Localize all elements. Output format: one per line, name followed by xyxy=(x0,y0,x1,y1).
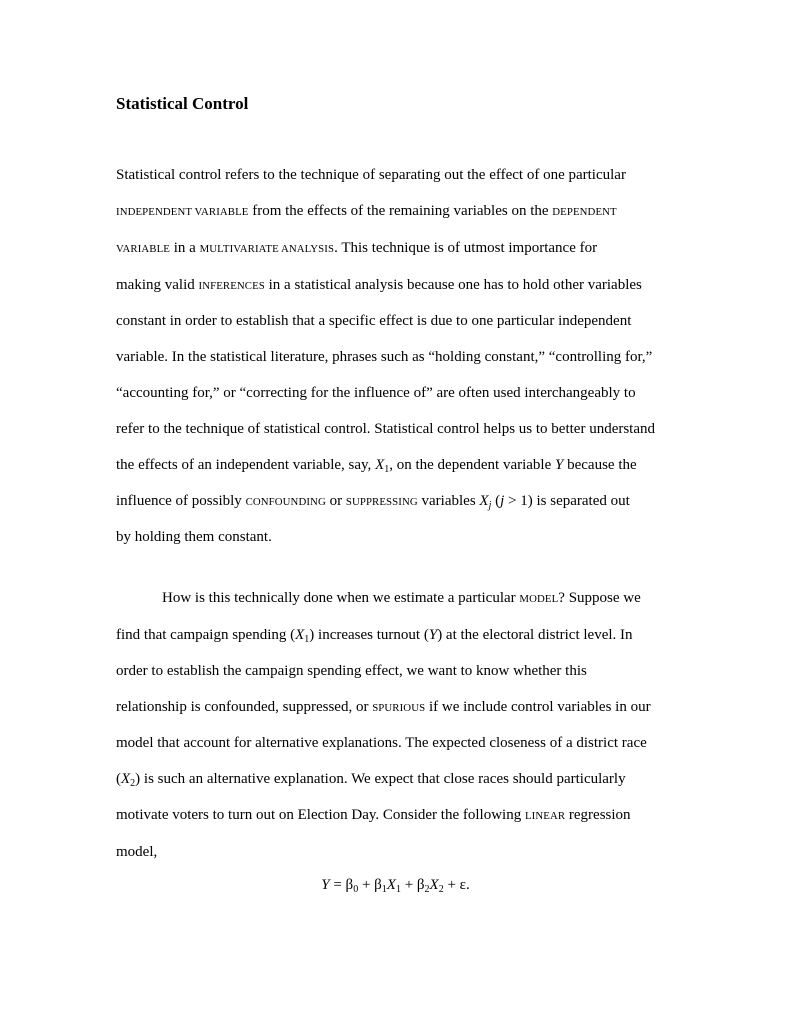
math-subscript: 1 xyxy=(395,884,401,895)
math-variable: X xyxy=(429,877,439,893)
math-subscript: 1 xyxy=(384,463,390,475)
text-span: How is this technically done when we estimate a particular xyxy=(162,590,520,606)
small-caps-term: CONFOUNDING xyxy=(245,495,326,508)
section-title: Statistical Control xyxy=(116,94,249,113)
math-variable: X xyxy=(479,492,489,509)
text-span: . This technique is of utmost importance for xyxy=(334,239,598,256)
math-operator: + ε. xyxy=(443,877,470,893)
math-subscript: 0 xyxy=(353,884,359,895)
small-caps-term: MULTIVARIATE ANALYSIS xyxy=(199,242,335,255)
math-variable: j xyxy=(500,492,505,509)
text-line xyxy=(116,231,676,268)
text-span: because the xyxy=(563,456,637,473)
math-subscript: 2 xyxy=(438,884,444,895)
text-line xyxy=(116,268,676,305)
text-span: or xyxy=(325,492,346,509)
text-span: making valid xyxy=(116,276,199,293)
text-span: if we include control variables in our xyxy=(425,698,651,715)
text-span: find that campaign spending ( xyxy=(116,626,296,643)
text-line: model that account for alternative explanations. The expected closeness of a district race xyxy=(116,735,647,752)
text-span: regression xyxy=(565,807,631,824)
text-line xyxy=(116,194,676,231)
text-span: ) is such an alternative explanation. We expect that close races should particularly xyxy=(135,771,626,788)
math-subscript: 2 xyxy=(424,884,430,895)
math-variable: X xyxy=(295,626,305,643)
regression-equation xyxy=(0,868,791,903)
math-variable: Y xyxy=(555,456,564,473)
text-line xyxy=(116,762,676,798)
text-span: influence of possibly xyxy=(116,492,246,509)
paragraph-1 xyxy=(116,158,676,556)
text-line xyxy=(116,581,676,618)
text-line xyxy=(116,798,676,835)
small-caps-term: INDEPENDENT VARIABLE xyxy=(116,205,249,218)
math-variable: Y xyxy=(428,626,438,643)
paragraph-2 xyxy=(116,581,676,871)
math-subscript: 1 xyxy=(381,884,387,895)
text-span: ( xyxy=(116,771,121,788)
text-span: from the effects of the remaining variables on the xyxy=(248,202,553,219)
small-caps-term: MODEL xyxy=(519,593,559,605)
text-span: variables xyxy=(417,492,480,509)
math-subscript: 2 xyxy=(130,778,136,790)
text-line: order to establish the campaign spending effect, we want to know whether this xyxy=(116,662,587,679)
text-line: by holding them constant. xyxy=(116,529,272,546)
text-line xyxy=(116,448,676,484)
small-caps-term: DEPENDENT xyxy=(552,205,617,218)
math-subscript: j xyxy=(488,499,492,511)
text-line: model, xyxy=(116,843,158,860)
math-subscript: 1 xyxy=(304,633,310,645)
text-span: ) at the electoral district level. In xyxy=(437,626,633,643)
small-caps-term: SUPPRESSING xyxy=(345,495,418,508)
text-line: variable. In the statistical literature, phrases such as “holding constant,” “controlling for,” xyxy=(116,349,653,366)
math-variable: X xyxy=(386,877,396,893)
text-line: Statistical control refers to the technique of separating out the effect of one particular xyxy=(116,167,626,183)
math-operator: + β xyxy=(358,877,382,893)
small-caps-term: LINEAR xyxy=(524,810,566,823)
text-span: ( xyxy=(491,492,501,509)
small-caps-term: SPURIOUS xyxy=(372,701,426,714)
text-line: constant in order to establish that a specific effect is due to one particular independent xyxy=(116,313,632,330)
math-operator: + β xyxy=(400,877,425,893)
math-variable: X xyxy=(121,771,131,788)
math-operator: = β xyxy=(329,877,354,893)
text-span: in a xyxy=(170,239,200,256)
small-caps-term: INFERENCES xyxy=(198,279,265,292)
text-span: , on the dependent variable xyxy=(389,456,556,473)
math-variable: Y xyxy=(321,877,330,893)
text-span: in a statistical analysis because one has to hold other variables xyxy=(264,276,642,293)
text-line: refer to the technique of statistical control. Statistical control helps us to better understand xyxy=(116,420,656,437)
text-span: > 1) is separated out xyxy=(504,492,630,509)
text-line xyxy=(116,690,676,727)
small-caps-term: VARIABLE xyxy=(116,242,170,255)
text-span: ) increases turnout ( xyxy=(309,626,429,643)
text-span: the effects of an independent variable, say, xyxy=(116,456,376,473)
math-variable: X xyxy=(375,456,385,473)
text-span: ? Suppose we xyxy=(558,590,641,606)
text-line xyxy=(116,618,676,654)
text-line: “accounting for,” or “correcting for the influence of” are often used interchangeably to xyxy=(116,385,636,402)
text-span: relationship is confounded, suppressed, or xyxy=(116,698,373,715)
text-line xyxy=(116,484,676,521)
text-span: motivate voters to turn out on Election Day. Consider the following xyxy=(116,807,525,824)
